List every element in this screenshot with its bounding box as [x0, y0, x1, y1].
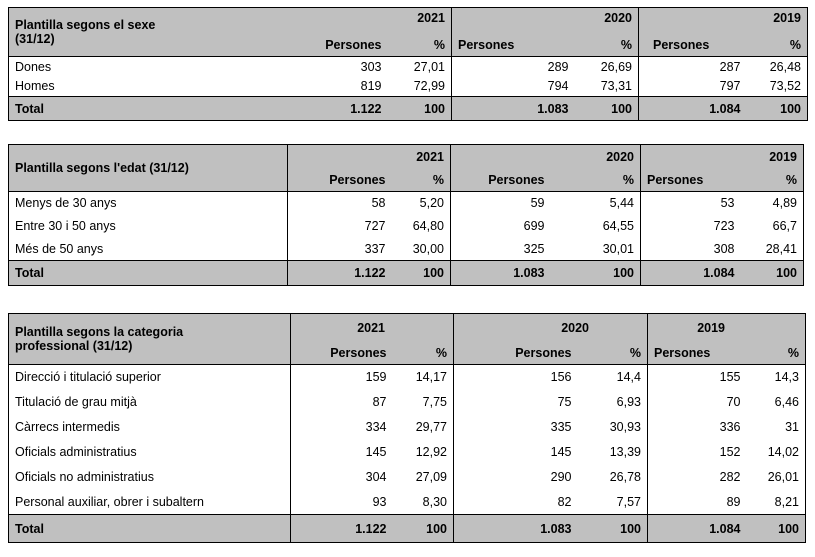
cell: 1.083	[452, 97, 575, 121]
table-row	[9, 77, 808, 97]
col-pct: %	[575, 28, 639, 57]
cell: 73,31	[600, 79, 632, 94]
cell: 82	[454, 490, 578, 515]
cell: 26,69	[575, 57, 639, 77]
cell: 30,01	[602, 241, 634, 256]
year-header: 2019	[648, 314, 806, 338]
cell: 819	[360, 79, 382, 94]
cell: 1.122	[189, 97, 388, 121]
cell: 1.083	[451, 261, 551, 286]
cell: 75	[454, 390, 578, 415]
cell: 334	[291, 415, 393, 440]
table-row	[9, 57, 808, 77]
year-header: 2021	[189, 8, 452, 28]
col-persons: Persones	[454, 338, 578, 365]
cell: 336	[648, 415, 747, 440]
cell: 58	[288, 192, 392, 215]
year-header: 2021	[291, 314, 454, 338]
cell: 159	[291, 365, 393, 390]
cell: 64,55	[602, 219, 634, 233]
total-row	[9, 97, 808, 121]
cell: 6,46	[774, 395, 799, 409]
row-label: Titulació de grau mitjà	[15, 395, 137, 409]
col-persons: Persones	[189, 28, 388, 57]
cell: 27,01	[388, 57, 452, 77]
col-persons: Persones	[648, 338, 747, 365]
cell: 7,75	[422, 395, 447, 409]
row-label: Menys de 30 anys	[9, 192, 288, 215]
year-header: 2019	[641, 145, 804, 167]
cell: 64,80	[412, 219, 444, 233]
cell: 100	[747, 515, 806, 543]
cell: 1.083	[454, 515, 578, 543]
row-label: Personal auxiliar, obrer i subaltern	[15, 494, 204, 509]
cell: 727	[288, 215, 392, 238]
table-title: Plantilla segons l'edat (31/12)	[9, 145, 288, 192]
cell: 28,41	[765, 241, 797, 256]
cell: 303	[189, 57, 388, 77]
cell: 14,02	[767, 445, 799, 459]
year-header: 2020	[451, 145, 641, 167]
total-label: Total	[9, 261, 288, 286]
total-label: Total	[9, 97, 189, 121]
year-header: 2019	[639, 8, 808, 28]
total-row	[9, 515, 806, 543]
cell: 335	[454, 415, 578, 440]
col-persons: Persones	[288, 167, 392, 192]
cell: 1.084	[639, 97, 747, 121]
total-label: Total	[9, 515, 291, 543]
table-row	[9, 390, 806, 415]
col-pct: %	[578, 338, 648, 365]
row-label: Homes	[15, 79, 55, 94]
cell: 14,17	[393, 365, 454, 390]
cell: 5,44	[551, 192, 641, 215]
cell: 282	[648, 465, 747, 490]
cell: 100	[551, 261, 641, 286]
table-row	[9, 215, 804, 238]
cell: 156	[454, 365, 578, 390]
cell: 100	[393, 515, 454, 543]
cell: 7,57	[616, 494, 641, 509]
cell: 27,09	[415, 470, 447, 484]
col-pct: %	[747, 28, 808, 57]
total-row	[9, 261, 804, 286]
cell: 699	[451, 215, 551, 238]
cell: 66,7	[772, 219, 797, 233]
cell: 26,01	[767, 470, 799, 484]
col-pct: %	[747, 338, 806, 365]
cell: 100	[747, 97, 808, 121]
row-label: Direcció i titulació superior	[9, 365, 291, 390]
cell: 14,3	[747, 365, 806, 390]
cell: 325	[451, 238, 551, 261]
col-persons: Persones	[641, 167, 741, 192]
cell: 1.084	[648, 515, 747, 543]
row-label: Entre 30 i 50 anys	[15, 219, 116, 233]
cell: 289	[452, 57, 575, 77]
col-pct: %	[388, 28, 452, 57]
cell: 794	[452, 77, 575, 97]
cell: 100	[392, 261, 451, 286]
year-header: 2020	[454, 314, 648, 338]
cell: 4,89	[741, 192, 804, 215]
cell: 100	[578, 515, 648, 543]
cell: 26,48	[747, 57, 808, 77]
cell: 1.122	[288, 261, 392, 286]
cell: 53	[641, 192, 741, 215]
col-pct: %	[392, 167, 451, 192]
cell: 100	[388, 97, 452, 121]
cell: 93	[291, 490, 393, 515]
year-header: 2021	[288, 145, 451, 167]
row-label: Dones	[9, 57, 189, 77]
cell: 14,4	[578, 365, 648, 390]
cell: 87	[291, 390, 393, 415]
col-persons: Persones	[452, 28, 575, 57]
col-persons: Persones	[451, 167, 551, 192]
table-row	[9, 238, 804, 261]
cell: 30,93	[609, 420, 641, 434]
cell: 145	[291, 440, 393, 465]
col-persons: Persones	[291, 338, 393, 365]
cell: 797	[639, 77, 747, 97]
cell: 6,93	[616, 395, 641, 409]
table-age	[8, 144, 804, 286]
cell: 304	[291, 465, 393, 490]
col-persons: Persones	[639, 28, 747, 57]
cell: 155	[648, 365, 747, 390]
table-category	[8, 313, 806, 543]
table-row	[9, 192, 804, 215]
cell: 70	[648, 390, 747, 415]
cell: 1.122	[291, 515, 393, 543]
cell: 100	[575, 97, 639, 121]
cell: 8,30	[422, 494, 447, 509]
table-row	[9, 365, 806, 390]
cell: 30,00	[412, 241, 444, 256]
cell: 8,21	[774, 494, 799, 509]
table-row	[9, 440, 806, 465]
cell: 337	[288, 238, 392, 261]
cell: 13,39	[609, 445, 641, 459]
cell: 59	[451, 192, 551, 215]
table-row	[9, 490, 806, 515]
table-row	[9, 465, 806, 490]
cell: 145	[454, 440, 578, 465]
cell: 290	[454, 465, 578, 490]
table-title: Plantilla segons la categoria professional (31/12)	[9, 314, 291, 365]
row-label: Oficials administratius	[15, 445, 137, 459]
row-label: Més de 50 anys	[15, 241, 104, 256]
year-header: 2020	[452, 8, 639, 28]
table-row	[9, 415, 806, 440]
cell: 72,99	[413, 79, 445, 94]
cell: 152	[648, 440, 747, 465]
cell: 723	[641, 215, 741, 238]
cell: 5,20	[392, 192, 451, 215]
cell: 31	[785, 420, 799, 434]
cell: 29,77	[415, 420, 447, 434]
cell: 73,52	[769, 79, 801, 94]
table-title: Plantilla segons el sexe (31/12)	[9, 8, 189, 57]
col-pct: %	[393, 338, 454, 365]
cell: 12,92	[415, 445, 447, 459]
col-pct: %	[551, 167, 641, 192]
row-label: Càrrecs intermedis	[15, 420, 120, 434]
cell: 308	[641, 238, 741, 261]
cell: 100	[741, 261, 804, 286]
cell: 287	[639, 57, 747, 77]
cell: 1.084	[641, 261, 741, 286]
cell: 89	[648, 490, 747, 515]
col-pct: %	[741, 167, 804, 192]
table-sex	[8, 7, 808, 121]
row-label: Oficials no administratius	[15, 470, 154, 484]
cell: 26,78	[609, 470, 641, 484]
